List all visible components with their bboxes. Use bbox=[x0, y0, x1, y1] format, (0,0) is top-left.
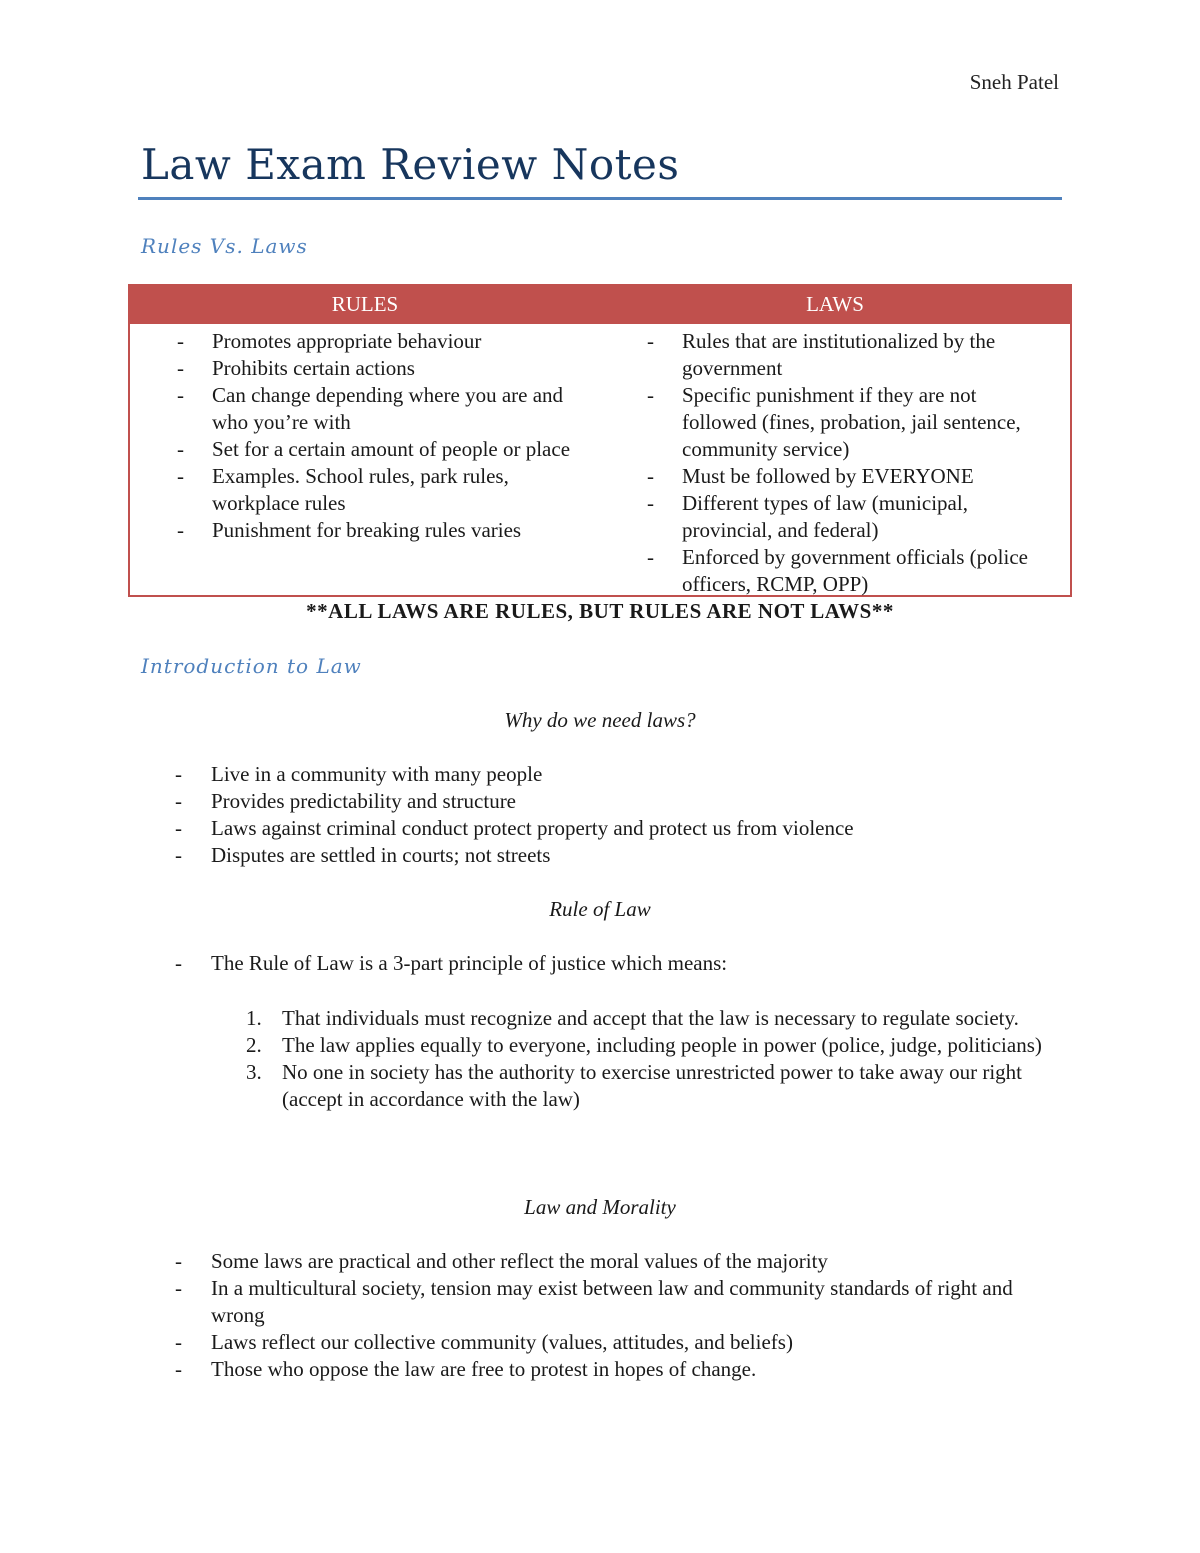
emphasis-note: **ALL LAWS ARE RULES, BUT RULES ARE NOT LAWS** bbox=[306, 599, 894, 623]
list-item: - Laws against criminal conduct protect property and protect us from violence bbox=[0, 815, 1060, 842]
subheading-rule-of-law: Rule of Law bbox=[549, 897, 651, 921]
item-text: No one in society has the authority to exercise unrestricted power to take away our right (accept in accordance with the law) bbox=[282, 1060, 1023, 1111]
rules-item: - Promotes appropriate behaviour bbox=[130, 328, 600, 355]
laws-item: - Enforced by government officials (police officers, RCMP, OPP) bbox=[600, 544, 1070, 598]
list-item: - Those who oppose the law are free to protest in hopes of change. bbox=[0, 1356, 1060, 1383]
section-heading-introduction: Introduction to Law bbox=[141, 654, 362, 678]
subheading-law-and-morality: Law and Morality bbox=[524, 1195, 676, 1219]
laws-column bbox=[600, 324, 1070, 598]
rules-column bbox=[130, 324, 600, 598]
table-body-row bbox=[130, 324, 1070, 598]
page-title: Law Exam Review Notes bbox=[141, 140, 680, 189]
list-item: - In a multicultural society, tension may exist between law and community standards of right and wrong bbox=[0, 1275, 1060, 1329]
rules-item: - Examples. School rules, park rules, workplace rules bbox=[130, 463, 600, 517]
law-and-morality-list bbox=[0, 1248, 1060, 1383]
item-text: The law applies equally to everyone, including people in power (police, judge, politicians) bbox=[282, 1033, 1042, 1057]
rule-of-law-list bbox=[0, 950, 1060, 977]
item-number: 2. bbox=[246, 1033, 262, 1057]
numbered-item bbox=[0, 1032, 1060, 1059]
list-item: - Laws reflect our collective community (values, attitudes, and beliefs) bbox=[0, 1329, 1060, 1356]
laws-item: - Different types of law (municipal, provincial, and federal) bbox=[600, 490, 1070, 544]
table-header-laws: LAWS bbox=[806, 292, 864, 316]
section-heading-rules-vs-laws: Rules Vs. Laws bbox=[141, 234, 308, 258]
table-header-row bbox=[130, 286, 1070, 324]
title-underline bbox=[138, 197, 1062, 200]
rules-item: - Punishment for breaking rules varies bbox=[130, 517, 600, 544]
table-header-rules: RULES bbox=[331, 292, 399, 316]
list-item: - Some laws are practical and other reflect the moral values of the majority bbox=[0, 1248, 1060, 1275]
rules-vs-laws-table bbox=[128, 284, 1072, 597]
item-number: 3. bbox=[246, 1060, 262, 1084]
item-number: 1. bbox=[246, 1006, 262, 1030]
laws-item: - Must be followed by EVERYONE bbox=[600, 463, 1070, 490]
rule-of-law-points bbox=[0, 1005, 1060, 1113]
list-item: - Provides predictability and structure bbox=[0, 788, 1060, 815]
rules-item: - Prohibits certain actions bbox=[130, 355, 600, 382]
item-text: That individuals must recognize and accept that the law is necessary to regulate society. bbox=[282, 1006, 1019, 1030]
why-laws-list bbox=[0, 761, 1060, 869]
numbered-item bbox=[0, 1059, 1060, 1113]
numbered-item bbox=[0, 1005, 1060, 1032]
list-item: - Live in a community with many people bbox=[0, 761, 1060, 788]
rules-item: - Can change depending where you are and who you’re with bbox=[130, 382, 600, 436]
author-name: Sneh Patel bbox=[969, 70, 1059, 94]
subheading-why-laws: Why do we need laws? bbox=[504, 708, 696, 732]
list-item: - The Rule of Law is a 3-part principle of justice which means: bbox=[0, 950, 1060, 977]
laws-item: - Rules that are institutionalized by the government bbox=[600, 328, 1070, 382]
rules-item: - Set for a certain amount of people or place bbox=[130, 436, 600, 463]
list-item: - Disputes are settled in courts; not streets bbox=[0, 842, 1060, 869]
laws-item: - Specific punishment if they are not followed (fines, probation, jail sentence, community service) bbox=[600, 382, 1070, 463]
